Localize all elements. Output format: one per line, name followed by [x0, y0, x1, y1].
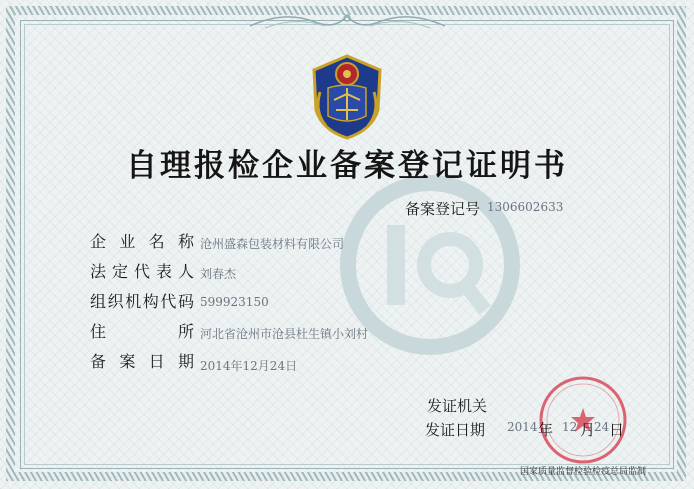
issue-month-value: 12 — [562, 420, 578, 434]
field-value-legal-representative: 刘春杰 — [200, 267, 237, 281]
month-unit: 月 — [580, 421, 596, 439]
certificate-title: 自理报检企业备案登记证明书 — [126, 148, 568, 184]
issue-day-value: 24 — [594, 420, 610, 434]
field-value-filing-date: 2014年12月24日 — [200, 359, 298, 373]
day-unit: 日 — [609, 421, 625, 439]
year-unit: 年 — [538, 421, 554, 439]
field-value-address: 河北省沧州市沧县杜生镇小刘村 — [200, 327, 369, 341]
field-label-company-name: 企 业 名 称 — [90, 232, 194, 251]
field-label-legal-representative: 法 定 代 表 人 — [90, 262, 194, 281]
field-value-organization-code: 599923150 — [200, 295, 269, 309]
field-label-address: 住 所 — [90, 322, 194, 341]
issuing-authority-label: 发证机关 — [427, 397, 488, 415]
issue-date-label: 发证日期 — [425, 421, 486, 439]
registration-number-value: 1306602633 — [487, 200, 564, 214]
field-label-organization-code: 组 织 机 构 代 码 — [90, 292, 194, 311]
registration-number-label: 备案登记号 — [405, 200, 481, 218]
border-flourish-icon — [245, 8, 450, 34]
issue-year-value: 2014 — [507, 420, 538, 434]
national-emblem-icon — [306, 52, 388, 142]
supervisor-footer: 国家质量监督检验检疫总局监制 — [520, 467, 647, 477]
field-label-filing-date: 备 案 日 期 — [90, 352, 194, 371]
field-value-company-name: 沧州盛森包装材料有限公司 — [200, 237, 345, 251]
